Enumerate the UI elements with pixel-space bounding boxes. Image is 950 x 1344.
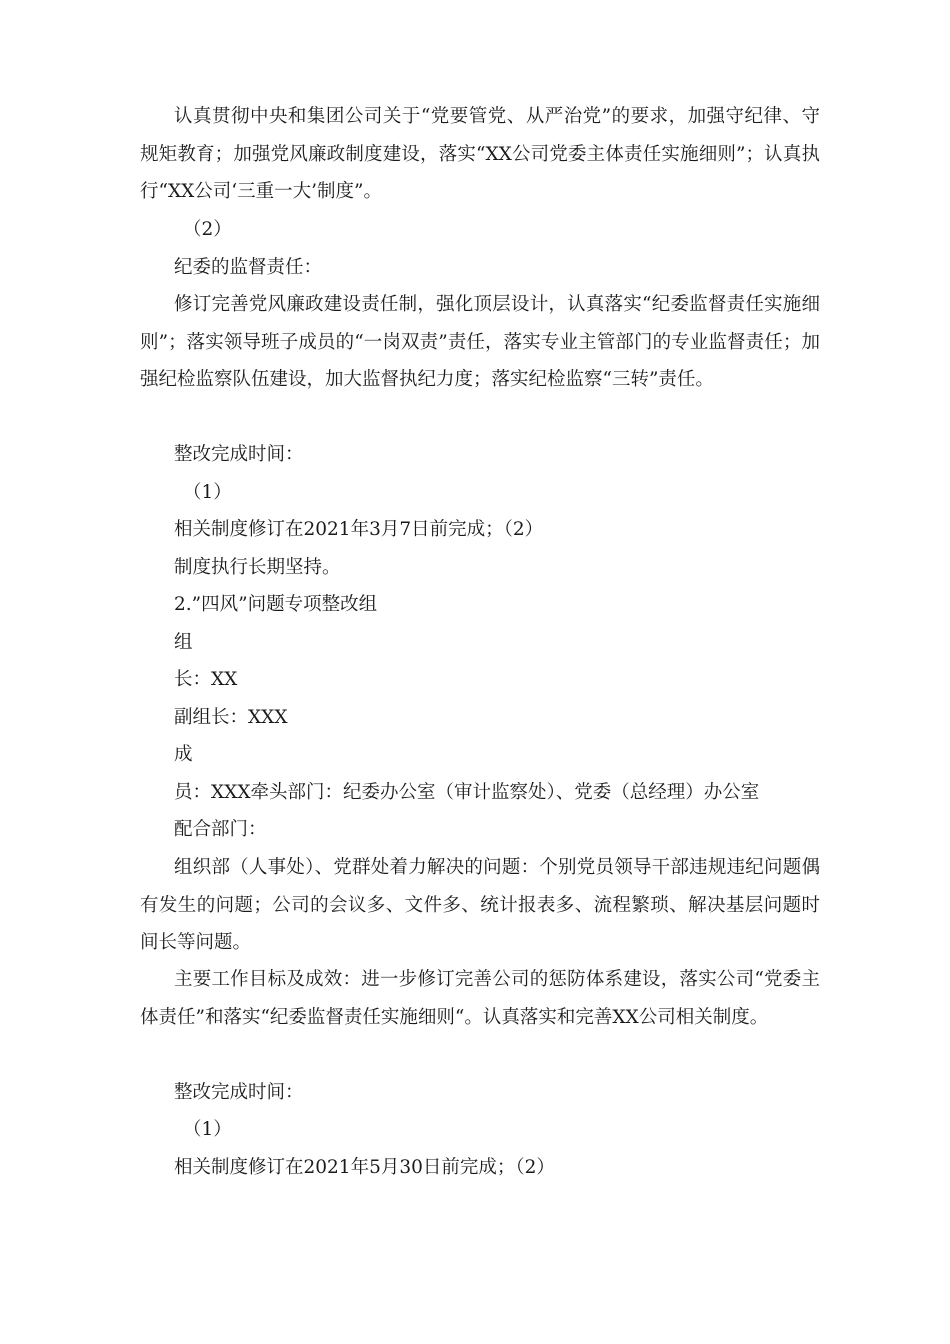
paragraph-cooperating-departments: 配合部门： xyxy=(174,819,267,840)
paragraph-revision-date-2: 相关制度修订在2021年5月30日前完成；（2） xyxy=(174,1157,555,1178)
paragraph-members-a: 成 xyxy=(174,744,193,765)
paragraph-number-2: （2） xyxy=(183,219,232,240)
paragraph-goals: 主要工作目标及成效：进一步修订完善公司的惩防体系建设，落实公司“党委主体责任”和落实“纪委监督责任实施细则“。认真落实和完善XX公司相关制度。 xyxy=(140,969,820,1028)
paragraph-heading-supervision: 纪委的监督责任： xyxy=(174,257,323,278)
paragraph-deadline-label: 整改完成时间： xyxy=(174,444,304,465)
paragraph-supervision-body: 修订完善党风廉政建设责任制，强化顶层设计，认真落实“纪委监督责任实施细则”；落实领导班子成员的“一岗双责”责任，落实专业主管部门的专业监督责任；加强纪检监察队伍建设，加大监督执纪力度；落实纪检监察“三转”责任。 xyxy=(140,294,820,390)
paragraph-team-leader-a: 组 xyxy=(174,632,193,653)
paragraph-revision-date: 相关制度修订在2021年3月7日前完成；（2） xyxy=(174,519,544,540)
paragraph-number-1-b: （1） xyxy=(183,1119,232,1140)
paragraph-long-term: 制度执行长期坚持。 xyxy=(174,557,341,578)
paragraph-party-discipline: 认真贯彻中央和集团公司关于“党要管党、从严治党”的要求，加强守纪律、守规矩教育；加强党风廉政制度建设，落实“XX公司党委主体责任实施细则”；认真执行“XX公司‘三重一大’制度”。 xyxy=(140,106,820,202)
paragraph-number-1: （1） xyxy=(183,482,232,503)
paragraph-deputy-leader: 副组长：XXX xyxy=(174,707,288,728)
paragraph-deadline-label-2: 整改完成时间： xyxy=(174,1082,304,1103)
paragraph-problems: 组织部（人事处）、党群处着力解决的问题：个别党员领导干部违规违纪问题偶有发生的问题；公司的会议多、文件多、统计报表多、流程繁琐、解决基层问题时间长等问题。 xyxy=(140,857,820,953)
paragraph-section-2-title: 2.”四风”问题专项整改组 xyxy=(174,594,378,615)
paragraph-members-b: 员：XXX牵头部门：纪委办公室（审计监察处）、党委（总经理）办公室 xyxy=(174,782,760,803)
paragraph-team-leader-b: 长：XX xyxy=(174,669,238,690)
